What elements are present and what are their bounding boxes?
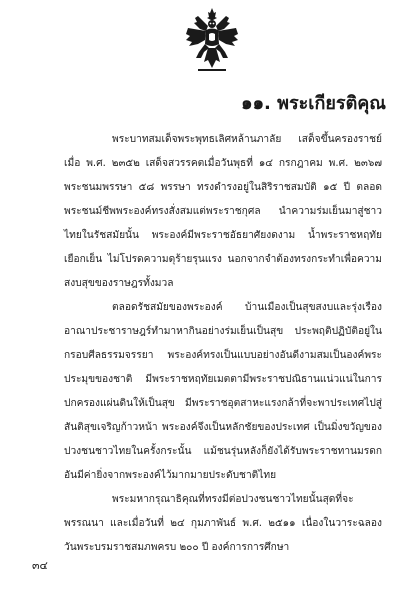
paragraph: พระบาทสมเด็จพระพุทธเลิศหล้านภาลัย เสด็จขึ้นครองราชย์เมื่อ พ.ศ. ๒๓๕๒ เสด็จสวรรคตเมื่อวันพุธที่ ๑๔ กรกฎาคม พ.ศ. ๒๓๖๗ พระชนมพรรษา ๕๘ พรรษา ทรงดำรงอยู่ในสิริราชสมบัติ ๑๕ ปี ตลอดพระชนม์ชีพพระองค์ทรงสั่งสมแต่พระราชกุศล นำความร่มเย็นมาสู่ชาวไทยในรัชสมัยนั้น พระองค์มีพระราชอัธยาศัยงดงาม น้ำพระราชหฤทัยเยือกเย็น ไม่โปรดความดุร้ายรุนแรง นอกจากจำต้องทรงกระทำเพื่อความสงบสุขของราษฎรทั้งมวล [64,134,382,289]
garuda-emblem-icon [184,6,240,74]
chapter-title: ๑๑. พระเกียรติคุณ [241,93,386,114]
paragraph: พระมหากรุณาธิคุณที่ทรงมีต่อปวงชนชาวไทยนั้นสุดที่จะพรรณนา และเมื่อวันที่ ๒๔ กุมภาพันธ์ พ.ศ. ๒๕๑๑ เนื่องในวาระฉลองวันพระบรมราชสมภพครบ ๒๐๐ ปี องค์การการศึกษา [64,494,382,553]
page-number: ๓๔ [32,559,48,572]
body-text [64,128,382,560]
paragraph: ตลอดรัชสมัยของพระองค์ บ้านเมืองเป็นสุขสงบและรุ่งเรือง อาณาประชาราษฎร์ทำมาหากินอย่างร่มเย็นเป็นสุข ประพฤติปฏิบัติอยู่ในกรอบศีลธรรมจรรยา พระองค์ทรงเป็นแบบอย่างอันดีงามสมเป็นองค์พระประมุขของชาติ มีพระราชหฤทัยเมตตามีพระราชปณิธานแน่วแน่ในการปกครองแผ่นดินให้เป็นสุข มีพระราชอุตสาหะแรงกล้าที่จะพาประเทศไปสู่สันติสุขเจริญก้าวหน้า พระองค์จึงเป็นหลักชัยของประเทศ เป็นมิ่งขวัญของปวงชนชาวไทยในครั้งกระนั้น แม้ชนรุ่นหลังก็ยังได้รับพระราชทานมรดกอันมีค่ายิ่งจากพระองค์ไว้มากมายประดับชาติไทย [64,302,382,481]
